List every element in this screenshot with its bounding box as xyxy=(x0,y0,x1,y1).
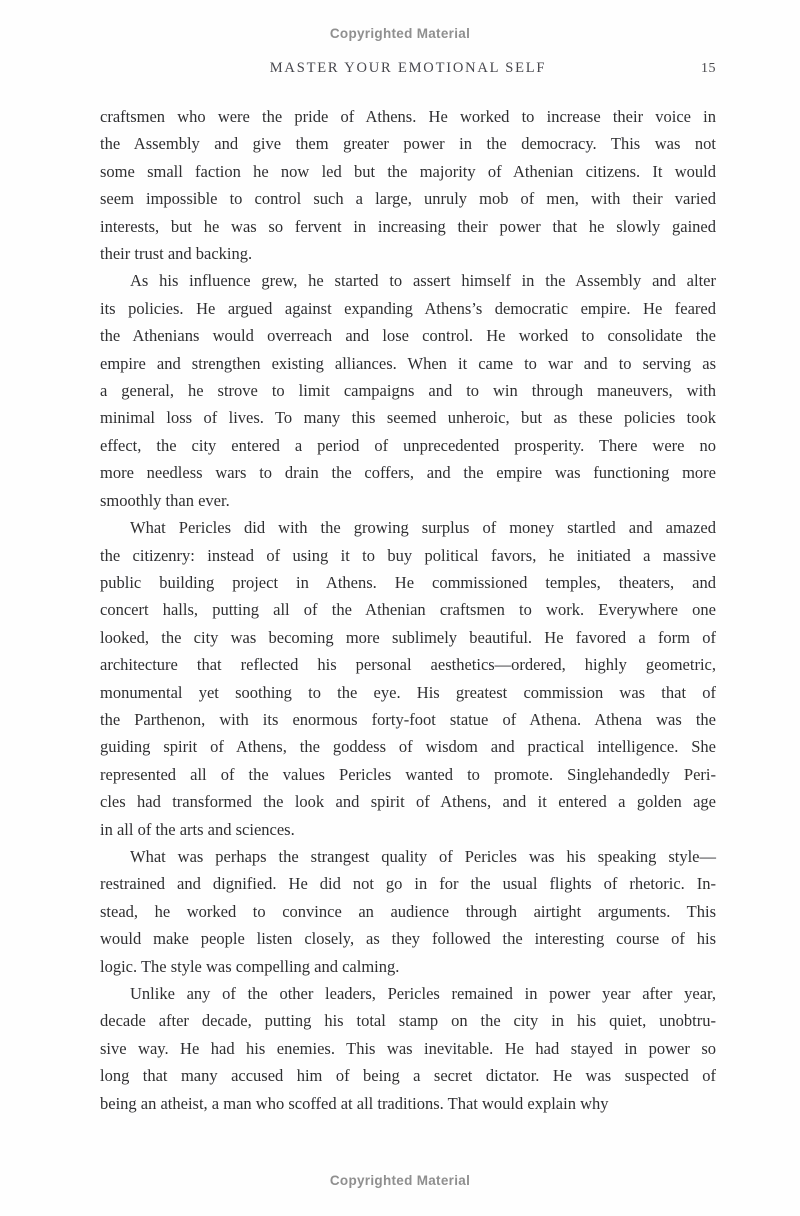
text-line: interests, but he was so fervent in increasing their power that he slowly gained xyxy=(100,216,716,236)
text-line: a general, he strove to limit campaigns and to win through maneuvers, with xyxy=(100,381,716,401)
text-line: What was perhaps the strangest quality of Pericles was his speaking style— xyxy=(130,846,716,866)
running-head xyxy=(100,60,716,80)
paragraph xyxy=(100,980,716,1117)
text-line: empire and strengthen existing alliances. When it came to war and to serving as xyxy=(100,353,716,373)
text-line: craftsmen who were the pride of Athens. He worked to increase their voice in xyxy=(100,107,716,126)
text-line: in all of the arts and sciences. xyxy=(100,819,295,839)
text-line: long that many accused him of being a secret dictator. He was suspected of xyxy=(100,1066,716,1086)
text-line: represented all of the values Pericles wanted to promote. Singlehandedly Peri- xyxy=(100,764,716,784)
text-line: some small faction he now led but the majority of Athenian citizens. It would xyxy=(100,161,716,181)
text-line: more needless wars to drain the coffers, and the empire was functioning more xyxy=(100,463,716,483)
text-line: sive way. He had his enemies. This was inevitable. He had stayed in power so xyxy=(100,1038,716,1058)
paragraph xyxy=(100,514,716,843)
text-line: As his influence grew, he started to assert himself in the Assembly and alter xyxy=(130,271,716,291)
paragraph xyxy=(100,103,716,267)
copyright-notice-bottom: Copyrighted Material xyxy=(329,1173,471,1188)
text-line: stead, he worked to convince an audience through airtight arguments. This xyxy=(100,901,716,921)
body-text xyxy=(100,103,716,1117)
text-line: effect, the city entered a period of unprecedented prosperity. There were no xyxy=(100,435,716,455)
text-line: its policies. He argued against expanding Athens’s democratic empire. He feared xyxy=(100,298,716,318)
paragraph xyxy=(100,843,716,980)
paragraph xyxy=(100,267,716,514)
text-column xyxy=(100,60,716,1117)
copyright-notice-top: Copyrighted Material xyxy=(329,26,471,41)
text-line: Unlike any of the other leaders, Pericles remained in power year after year, xyxy=(130,984,716,1003)
page-number: 15 xyxy=(701,61,716,76)
text-line: cles had transformed the look and spirit of Athens, and it entered a golden age xyxy=(100,792,716,812)
text-line: minimal loss of lives. To many this seemed unheroic, but as these policies took xyxy=(100,408,716,428)
text-line: monumental yet soothing to the eye. His greatest commission was that of xyxy=(100,682,716,702)
text-line: the Parthenon, with its enormous forty-foot statue of Athena. Athena was the xyxy=(100,709,716,729)
text-line: guiding spirit of Athens, the goddess of wisdom and practical intelligence. She xyxy=(100,737,716,757)
text-line: smoothly than ever. xyxy=(100,490,230,510)
text-line: public building project in Athens. He commissioned temples, theaters, and xyxy=(100,572,716,592)
text-line: the Assembly and give them greater power in the democracy. This was not xyxy=(100,134,716,154)
text-line: their trust and backing. xyxy=(100,244,253,264)
text-line: the Athenians would overreach and lose control. He worked to consolidate the xyxy=(100,326,716,346)
text-line: decade after decade, putting his total stamp on the city in his quiet, unobtru- xyxy=(100,1011,716,1031)
text-line: restrained and dignified. He did not go in for the usual flights of rhetoric. In- xyxy=(100,874,716,894)
text-line: would make people listen closely, as they followed the interesting course of his xyxy=(100,929,716,949)
text-line: seem impossible to control such a large, unruly mob of men, with their varied xyxy=(100,189,716,209)
text-line: architecture that reflected his personal aesthetics—ordered, highly geometric, xyxy=(100,655,716,675)
running-head-title: MASTER YOUR EMOTIONAL SELF xyxy=(269,60,547,76)
text-line: concert halls, putting all of the Athenian craftsmen to work. Everywhere one xyxy=(100,600,716,620)
text-line: What Pericles did with the growing surplus of money startled and amazed xyxy=(130,518,716,538)
text-line: looked, the city was becoming more sublimely beautiful. He favored a form of xyxy=(100,627,716,647)
text-line: the citizenry: instead of using it to buy political favors, he initiated a massive xyxy=(100,545,716,565)
text-line: being an atheist, a man who scoffed at all traditions. That would explain why xyxy=(100,1093,609,1113)
text-line: logic. The style was compelling and calming. xyxy=(100,956,400,976)
